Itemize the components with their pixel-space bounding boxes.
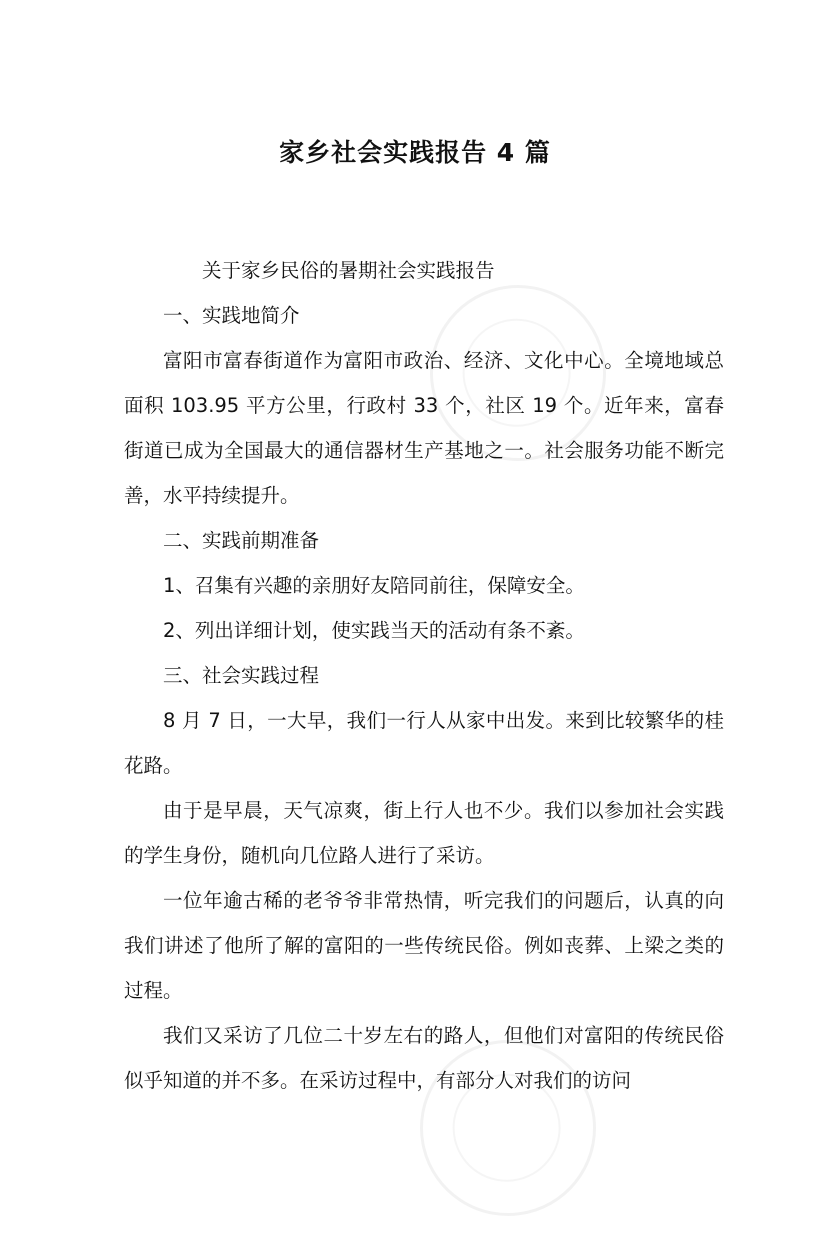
body-paragraph: 由于是早晨，天气凉爽，街上行人也不少。我们以参加社会实践的学生身份，随机向几位路人进行了采访。 [124, 799, 724, 867]
section-heading: 一、实践地简介 [163, 304, 300, 327]
document-title: 家乡社会实践报告 4 篇 [279, 138, 551, 167]
subtitle-paragraph: 关于家乡民俗的暑期社会实践报告 [202, 259, 495, 282]
section-heading: 三、社会实践过程 [163, 664, 320, 687]
body-paragraph: 我们又采访了几位二十岁左右的路人，但他们对富阳的传统民俗似乎知道的并不多。在采访过程中，有部分人对我们的访问 [124, 1024, 724, 1092]
body-paragraph: 一位年逾古稀的老爷爷非常热情，听完我们的问题后，认真的向我们讲述了他所了解的富阳的一些传统民俗。例如丧葬、上梁之类的过程。 [124, 889, 724, 1002]
body-paragraph: 富阳市富春街道作为富阳市政治、经济、文化中心。全境地域总面积 103.95 平方公里，行政村 33 个，社区 19 个。近年来，富春街道已成为全国最大的通信器材生产基地之一。社会服务功能不断完善，水平持续提升。 [124, 349, 724, 507]
body-paragraph: 8 月 7 日，一大早，我们一行人从家中出发。来到比较繁华的桂花路。 [124, 709, 724, 777]
document-body [124, 248, 724, 1103]
section-heading: 二、实践前期准备 [163, 529, 320, 552]
list-item: 2、列出详细计划，使实践当天的活动有条不紊。 [163, 619, 585, 642]
list-item: 1、召集有兴趣的亲朋好友陪同前往，保障安全。 [163, 574, 585, 597]
